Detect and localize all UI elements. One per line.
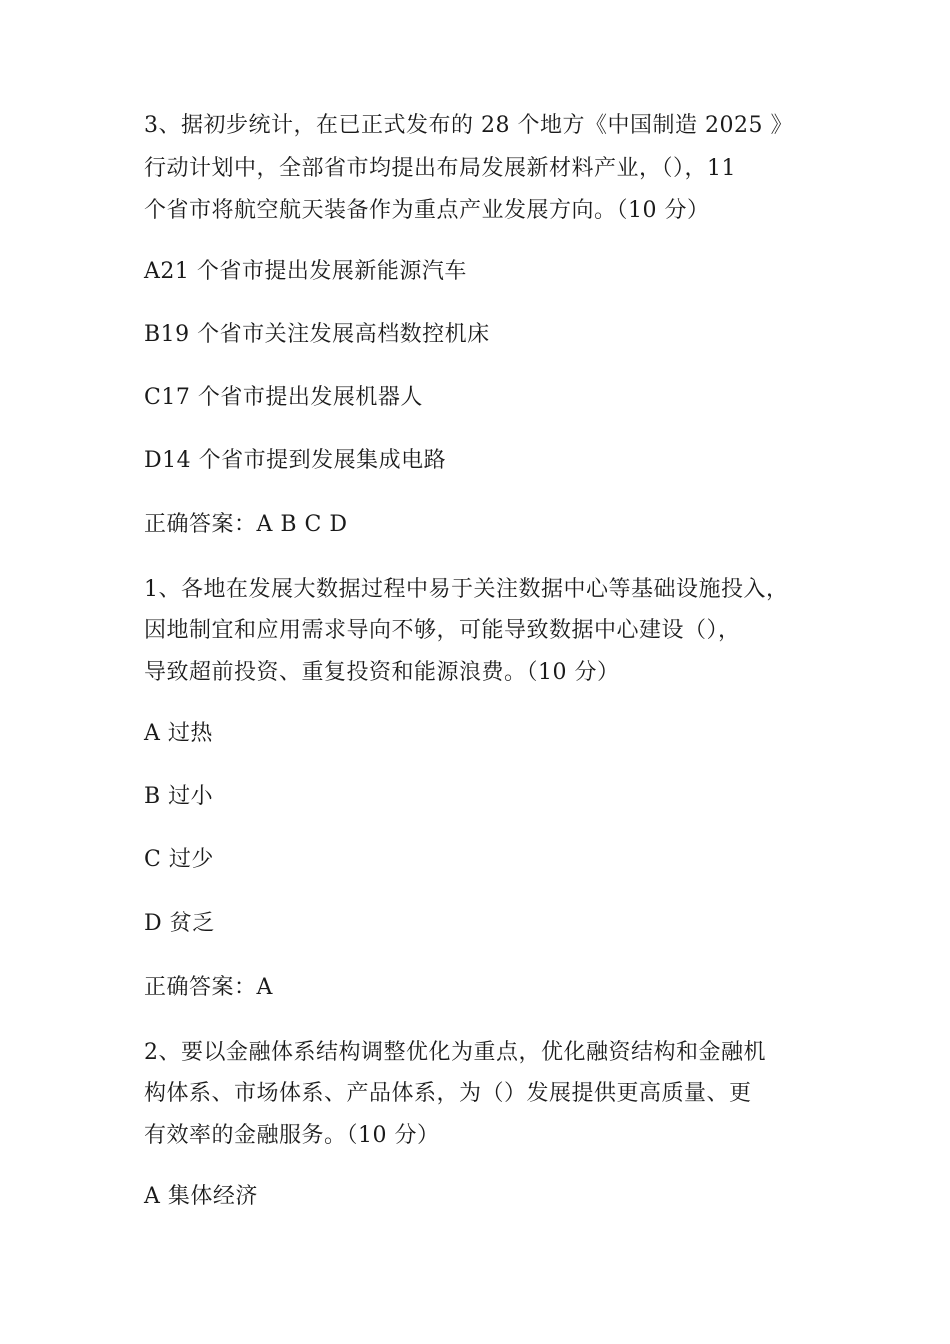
correct-answer: 正确答案：A B C D <box>144 512 348 537</box>
option-a: A21 个省市提出发展新能源汽车 <box>144 259 467 284</box>
question-stem-line: 因地制宜和应用需求导向不够，可能导致数据中心建设（）， <box>144 618 741 643</box>
option-a: A 过热 <box>144 721 213 746</box>
correct-answer: 正确答案：A <box>144 975 273 1000</box>
question-stem-line: 行动计划中，全部省市均提出布局发展新材料产业，（），11 <box>144 156 736 181</box>
option-a: A 集体经济 <box>144 1184 258 1209</box>
option-c: C17 个省市提出发展机器人 <box>144 385 423 410</box>
question-stem-line: 1、各地在发展大数据过程中易于关注数据中心等基础设施投入， <box>144 577 789 602</box>
option-d: D14 个省市提到发展集成电路 <box>144 448 447 473</box>
option-b: B19 个省市关注发展高档数控机床 <box>144 322 490 347</box>
question-stem-line: 个省市将航空航天装备作为重点产业发展方向。（10 分） <box>144 198 710 223</box>
question-stem-line: 有效率的金融服务。（10 分） <box>144 1123 440 1148</box>
question-stem-line: 构体系、市场体系、产品体系，为（）发展提供更高质量、更 <box>144 1081 752 1106</box>
option-c: C 过少 <box>144 847 214 872</box>
question-stem-line: 2、要以金融体系结构调整优化为重点，优化融资结构和金融机 <box>144 1040 766 1065</box>
option-d: D 贫乏 <box>144 911 215 936</box>
question-stem-line: 导致超前投资、重复投资和能源浪费。（10 分） <box>144 660 620 685</box>
question-stem-line: 3、据初步统计，在已正式发布的 28 个地方《中国制造 2025 》 <box>144 113 793 138</box>
option-b: B 过小 <box>144 784 214 809</box>
